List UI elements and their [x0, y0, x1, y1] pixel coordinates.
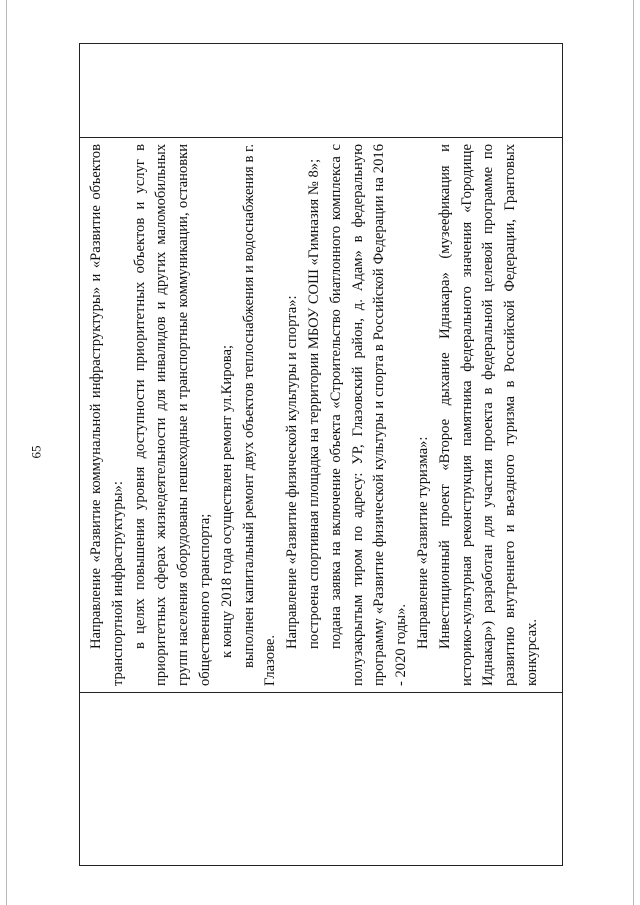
- table-cell-content: [80, 138, 563, 693]
- table-cell-empty-right: [80, 44, 563, 138]
- paragraph-heating-water: выполнен капитальный ремонт двух объектов теплоснабжения и водоснабжения в г. Глазове.: [240, 144, 279, 686]
- paragraph-infrastructure-heading: Направление «Развитие коммунальной инфраструктуры» и «Развитие объектов транспортной инфраструктуры»:: [88, 144, 126, 686]
- table-row: [80, 44, 563, 866]
- paragraph-accessibility: в целях повышения уровня доступности приоритетных объектов и услуг в приоритетных сферах жизнедеятельности для инвалидов и других маломобильных групп населения оборудованы пешеходные и транспортные коммуникации, остановки общественного транспорта;: [131, 144, 213, 686]
- paragraph-tourism-heading: Направление «Развитие туризма»:: [414, 436, 431, 649]
- document-table: [79, 43, 563, 866]
- content-block: [80, 138, 544, 692]
- page-number: 65: [28, 445, 44, 459]
- paragraph-biathlon-application: подана заявка на включение объекта «Строительство биатлонного комплекса с полузакрытым тиром по адресу: УР, Глазовский район, д. Адам» в федеральную программу «Развитие физической культуры и спорта в Российской Федерации на 2016 - 2020 годы».: [327, 144, 410, 686]
- paragraph-sport-ground: построена спортивная площадка на территории МБОУ СОШ «Гимназия № 8»;: [305, 158, 322, 649]
- paragraph-sport-heading: Направление «Развитие физической культуры и спорта»:: [284, 295, 301, 649]
- paragraph-idnakar-project: Инвестиционный проект «Второе дыхание Иднакара» (музеефикация и историко-культурная реконструкция памятника федерального значения «Городище Иднакар») разработан для участия проекта в федеральной целевой программе по развитию внутреннего и въездного туризма в Российской Федерации, Грантовых конкурсах.: [436, 144, 540, 686]
- rotated-page-content: [79, 43, 563, 866]
- scan-edge-right: [633, 0, 634, 905]
- paragraph-kirova-street: к концу 2018 года осуществлен ремонт ул.Кирова;: [218, 344, 235, 658]
- scan-edge-left: [6, 0, 7, 905]
- table-cell-empty-left: [80, 693, 563, 866]
